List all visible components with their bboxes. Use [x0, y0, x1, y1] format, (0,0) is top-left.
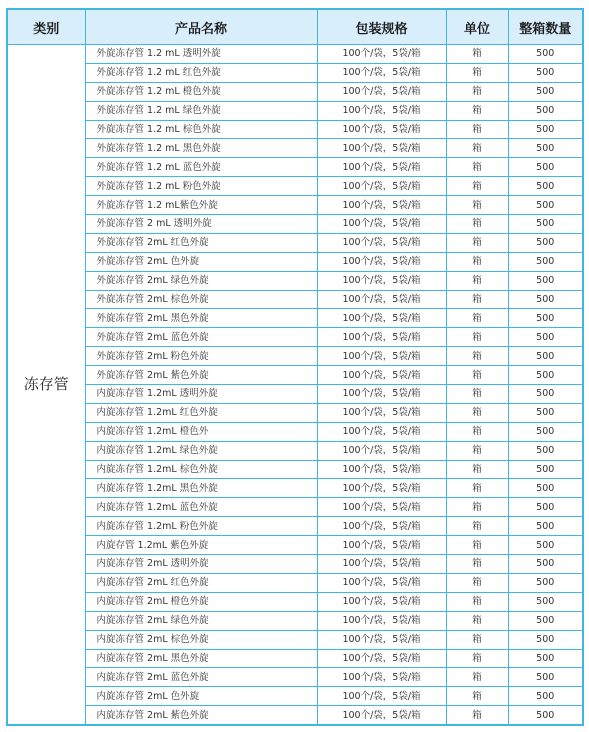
product-name-cell: 外旋冻存管 2 mL 透明外旋: [85, 215, 317, 234]
table-row: [7, 328, 583, 347]
table-row: [7, 139, 583, 158]
table-row: [7, 101, 583, 120]
box-quantity-cell: 500: [508, 158, 583, 177]
product-name-cell: 内旋冻存管 1.2mL 绿色外旋: [85, 441, 317, 460]
table-row: [7, 460, 583, 479]
table-row: [7, 158, 583, 177]
box-quantity-cell: 500: [508, 347, 583, 366]
unit-cell: 箱: [446, 347, 508, 366]
unit-cell: 箱: [446, 196, 508, 215]
box-quantity-cell: 500: [508, 233, 583, 252]
product-name-cell: 外旋冻存管 2mL 蓝色外旋: [85, 328, 317, 347]
table-row: [7, 479, 583, 498]
product-name-cell: 内旋冻存管 2mL 透明外旋: [85, 555, 317, 574]
unit-cell: 箱: [446, 101, 508, 120]
product-name-cell: 内旋冻存管 1.2mL 棕色外旋: [85, 460, 317, 479]
table-row: [7, 706, 583, 725]
unit-cell: 箱: [446, 233, 508, 252]
header-package-spec: 包装规格: [317, 9, 446, 45]
product-name-cell: 内旋冻存管 2mL 色外旋: [85, 687, 317, 706]
table-row: [7, 517, 583, 536]
box-quantity-cell: 500: [508, 120, 583, 139]
unit-cell: 箱: [446, 460, 508, 479]
unit-cell: 箱: [446, 252, 508, 271]
table-row: [7, 573, 583, 592]
table-row: [7, 82, 583, 101]
unit-cell: 箱: [446, 422, 508, 441]
package-spec-cell: 100个/袋，5袋/箱: [317, 158, 446, 177]
product-name-cell: 内旋冻存管 1.2mL 黑色外旋: [85, 479, 317, 498]
product-name-cell: 内旋冻存管 2mL 红色外旋: [85, 573, 317, 592]
unit-cell: 箱: [446, 271, 508, 290]
package-spec-cell: 100个/袋，5袋/箱: [317, 177, 446, 196]
package-spec-cell: 100个/袋，5袋/箱: [317, 290, 446, 309]
package-spec-cell: 100个/袋，5袋/箱: [317, 555, 446, 574]
table-row: [7, 611, 583, 630]
box-quantity-cell: 500: [508, 687, 583, 706]
table-header-row: [7, 9, 583, 45]
product-name-cell: 内旋冻存管 1.2mL 粉色外旋: [85, 517, 317, 536]
package-spec-cell: 100个/袋，5袋/箱: [317, 120, 446, 139]
package-spec-cell: 100个/袋，5袋/箱: [317, 309, 446, 328]
unit-cell: 箱: [446, 668, 508, 687]
product-name-cell: 外旋冻存管 2mL 黑色外旋: [85, 309, 317, 328]
unit-cell: 箱: [446, 290, 508, 309]
table-row: [7, 63, 583, 82]
box-quantity-cell: 500: [508, 460, 583, 479]
header-box-quantity: 整箱数量: [508, 9, 583, 45]
unit-cell: 箱: [446, 706, 508, 725]
product-name-cell: 内旋冻存管 1.2mL 透明外旋: [85, 385, 317, 404]
unit-cell: 箱: [446, 158, 508, 177]
package-spec-cell: 100个/袋，5袋/箱: [317, 233, 446, 252]
box-quantity-cell: 500: [508, 215, 583, 234]
box-quantity-cell: 500: [508, 611, 583, 630]
package-spec-cell: 100个/袋，5袋/箱: [317, 460, 446, 479]
box-quantity-cell: 500: [508, 479, 583, 498]
unit-cell: 箱: [446, 592, 508, 611]
product-name-cell: 外旋冻存管 1.2 mL 透明外旋: [85, 45, 317, 64]
unit-cell: 箱: [446, 215, 508, 234]
unit-cell: 箱: [446, 687, 508, 706]
package-spec-cell: 100个/袋，5袋/箱: [317, 479, 446, 498]
product-name-cell: 外旋冻存管 2mL 紫色外旋: [85, 366, 317, 385]
unit-cell: 箱: [446, 82, 508, 101]
product-name-cell: 外旋冻存管 1.2 mL 红色外旋: [85, 63, 317, 82]
box-quantity-cell: 500: [508, 139, 583, 158]
package-spec-cell: 100个/袋，5袋/箱: [317, 196, 446, 215]
product-name-cell: 外旋冻存管 1.2 mL紫色外旋: [85, 196, 317, 215]
table-row: [7, 687, 583, 706]
unit-cell: 箱: [446, 328, 508, 347]
table-row: [7, 668, 583, 687]
package-spec-cell: 100个/袋，5袋/箱: [317, 385, 446, 404]
header-category: 类别: [7, 9, 85, 45]
product-name-cell: 内旋存管 1.2mL 紫色外旋: [85, 536, 317, 555]
package-spec-cell: 100个/袋，5袋/箱: [317, 252, 446, 271]
package-spec-cell: 100个/袋，5袋/箱: [317, 536, 446, 555]
unit-cell: 箱: [446, 441, 508, 460]
unit-cell: 箱: [446, 630, 508, 649]
product-name-cell: 内旋冻存管 1.2mL 蓝色外旋: [85, 498, 317, 517]
package-spec-cell: 100个/袋，5袋/箱: [317, 403, 446, 422]
table-row: [7, 347, 583, 366]
package-spec-cell: 100个/袋，5袋/箱: [317, 271, 446, 290]
package-spec-cell: 100个/袋，5袋/箱: [317, 82, 446, 101]
box-quantity-cell: 500: [508, 63, 583, 82]
table-row: [7, 233, 583, 252]
unit-cell: 箱: [446, 45, 508, 64]
product-name-cell: 外旋冻存管 1.2 mL 棕色外旋: [85, 120, 317, 139]
box-quantity-cell: 500: [508, 649, 583, 668]
box-quantity-cell: 500: [508, 252, 583, 271]
package-spec-cell: 100个/袋，5袋/箱: [317, 139, 446, 158]
unit-cell: 箱: [446, 611, 508, 630]
package-spec-cell: 100个/袋，5袋/箱: [317, 45, 446, 64]
box-quantity-cell: 500: [508, 498, 583, 517]
table-row: [7, 649, 583, 668]
package-spec-cell: 100个/袋，5袋/箱: [317, 687, 446, 706]
product-name-cell: 外旋冻存管 1.2 mL 橙色外旋: [85, 82, 317, 101]
box-quantity-cell: 500: [508, 328, 583, 347]
package-spec-cell: 100个/袋，5袋/箱: [317, 328, 446, 347]
package-spec-cell: 100个/袋，5袋/箱: [317, 517, 446, 536]
box-quantity-cell: 500: [508, 441, 583, 460]
product-name-cell: 外旋冻存管 1.2 mL 粉色外旋: [85, 177, 317, 196]
package-spec-cell: 100个/袋，5袋/箱: [317, 347, 446, 366]
package-spec-cell: 100个/袋，5袋/箱: [317, 649, 446, 668]
box-quantity-cell: 500: [508, 366, 583, 385]
table-body: [7, 45, 583, 726]
package-spec-cell: 100个/袋，5袋/箱: [317, 630, 446, 649]
unit-cell: 箱: [446, 366, 508, 385]
product-name-cell: 外旋冻存管 2mL 色外旋: [85, 252, 317, 271]
unit-cell: 箱: [446, 63, 508, 82]
product-name-cell: 内旋冻存管 1.2mL 橙色外: [85, 422, 317, 441]
box-quantity-cell: 500: [508, 177, 583, 196]
box-quantity-cell: 500: [508, 517, 583, 536]
unit-cell: 箱: [446, 120, 508, 139]
box-quantity-cell: 500: [508, 573, 583, 592]
table-row: [7, 120, 583, 139]
header-unit: 单位: [446, 9, 508, 45]
table-row: [7, 592, 583, 611]
package-spec-cell: 100个/袋，5袋/箱: [317, 611, 446, 630]
box-quantity-cell: 500: [508, 403, 583, 422]
package-spec-cell: 100个/袋，5袋/箱: [317, 101, 446, 120]
product-name-cell: 内旋冻存管 2mL 棕色外旋: [85, 630, 317, 649]
table-row: [7, 309, 583, 328]
package-spec-cell: 100个/袋，5袋/箱: [317, 441, 446, 460]
box-quantity-cell: 500: [508, 630, 583, 649]
package-spec-cell: 100个/袋，5袋/箱: [317, 706, 446, 725]
table-row: [7, 441, 583, 460]
box-quantity-cell: 500: [508, 82, 583, 101]
package-spec-cell: 100个/袋，5袋/箱: [317, 573, 446, 592]
unit-cell: 箱: [446, 309, 508, 328]
package-spec-cell: 100个/袋，5袋/箱: [317, 668, 446, 687]
unit-cell: 箱: [446, 177, 508, 196]
unit-cell: 箱: [446, 479, 508, 498]
table-row: [7, 271, 583, 290]
package-spec-cell: 100个/袋，5袋/箱: [317, 592, 446, 611]
package-spec-cell: 100个/袋，5袋/箱: [317, 63, 446, 82]
table-row: [7, 252, 583, 271]
box-quantity-cell: 500: [508, 536, 583, 555]
product-name-cell: 外旋冻存管 2mL 粉色外旋: [85, 347, 317, 366]
table-row: [7, 403, 583, 422]
box-quantity-cell: 500: [508, 309, 583, 328]
product-name-cell: 外旋冻存管 1.2 mL 黑色外旋: [85, 139, 317, 158]
box-quantity-cell: 500: [508, 196, 583, 215]
table-row: [7, 196, 583, 215]
unit-cell: 箱: [446, 649, 508, 668]
unit-cell: 箱: [446, 498, 508, 517]
table-row: [7, 366, 583, 385]
table-row: [7, 45, 583, 64]
package-spec-cell: 100个/袋，5袋/箱: [317, 215, 446, 234]
box-quantity-cell: 500: [508, 271, 583, 290]
product-table-container: [6, 8, 582, 726]
box-quantity-cell: 500: [508, 668, 583, 687]
table-row: [7, 385, 583, 404]
unit-cell: 箱: [446, 385, 508, 404]
unit-cell: 箱: [446, 517, 508, 536]
table-row: [7, 536, 583, 555]
package-spec-cell: 100个/袋，5袋/箱: [317, 366, 446, 385]
unit-cell: 箱: [446, 536, 508, 555]
box-quantity-cell: 500: [508, 422, 583, 441]
package-spec-cell: 100个/袋，5袋/箱: [317, 498, 446, 517]
table-row: [7, 215, 583, 234]
box-quantity-cell: 500: [508, 45, 583, 64]
box-quantity-cell: 500: [508, 592, 583, 611]
product-name-cell: 外旋冻存管 2mL 棕色外旋: [85, 290, 317, 309]
product-name-cell: 内旋冻存管 2mL 紫色外旋: [85, 706, 317, 725]
table-row: [7, 177, 583, 196]
box-quantity-cell: 500: [508, 101, 583, 120]
table-row: [7, 555, 583, 574]
unit-cell: 箱: [446, 139, 508, 158]
product-name-cell: 外旋冻存管 2mL 红色外旋: [85, 233, 317, 252]
box-quantity-cell: 500: [508, 385, 583, 404]
product-table: [6, 8, 584, 726]
box-quantity-cell: 500: [508, 706, 583, 725]
unit-cell: 箱: [446, 403, 508, 422]
product-name-cell: 外旋冻存管 1.2 mL 蓝色外旋: [85, 158, 317, 177]
table-row: [7, 498, 583, 517]
unit-cell: 箱: [446, 555, 508, 574]
product-name-cell: 内旋冻存管 2mL 黑色外旋: [85, 649, 317, 668]
unit-cell: 箱: [446, 573, 508, 592]
product-name-cell: 外旋冻存管 2mL 绿色外旋: [85, 271, 317, 290]
product-name-cell: 外旋冻存管 1.2 mL 绿色外旋: [85, 101, 317, 120]
product-name-cell: 内旋冻存管 2mL 绿色外旋: [85, 611, 317, 630]
header-product-name: 产品名称: [85, 9, 317, 45]
category-cell: 冻存管: [7, 45, 85, 726]
table-row: [7, 422, 583, 441]
product-name-cell: 内旋冻存管 1.2mL 红色外旋: [85, 403, 317, 422]
table-row: [7, 630, 583, 649]
box-quantity-cell: 500: [508, 555, 583, 574]
product-name-cell: 内旋冻存管 2mL 蓝色外旋: [85, 668, 317, 687]
table-row: [7, 290, 583, 309]
box-quantity-cell: 500: [508, 290, 583, 309]
package-spec-cell: 100个/袋，5袋/箱: [317, 422, 446, 441]
product-name-cell: 内旋冻存管 2mL 橙色外旋: [85, 592, 317, 611]
